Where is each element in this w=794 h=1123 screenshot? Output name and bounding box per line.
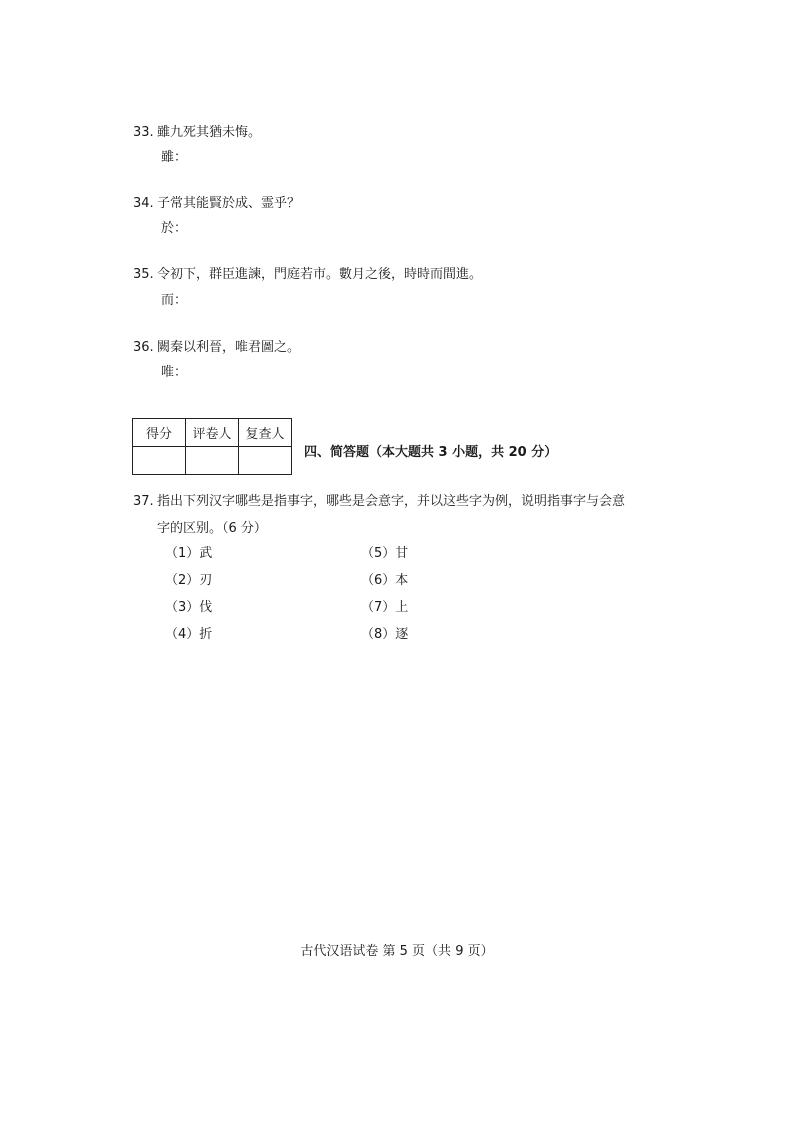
question-text-line1: 指出下列汉字哪些是指事字，哪些是会意字，并以这些字为例，说明指事字与会意 — [157, 494, 626, 509]
question-35 — [133, 263, 482, 282]
answer-prompt-35: 而： — [161, 293, 188, 308]
question-text: 雖九死其猶未悔。 — [157, 125, 262, 140]
page-footer: 古代汉语试卷 第 5 页（共 9 页） — [300, 944, 494, 959]
section-title: 四、简答题（本大题共 3 小题，共 20 分） — [304, 445, 558, 460]
option-6: （6）本 — [361, 573, 409, 588]
question-number: 34. — [133, 196, 154, 211]
question-33 — [133, 121, 261, 140]
question-number: 35. — [133, 267, 154, 282]
question-34 — [133, 192, 300, 211]
question-number: 33. — [133, 125, 154, 140]
reviewer-header: 复查人 — [239, 419, 292, 447]
answer-prompt-33: 雖： — [161, 150, 188, 165]
option-5: （5）甘 — [361, 546, 409, 561]
question-number: 37. — [133, 494, 154, 509]
option-4: （4）折 — [165, 627, 213, 642]
option-1: （1）武 — [165, 546, 213, 561]
reviewer-cell[interactable] — [239, 447, 292, 475]
question-text: 子常其能賢於成、霊乎？ — [157, 196, 301, 211]
option-2: （2）刃 — [165, 573, 213, 588]
score-cell[interactable] — [133, 447, 186, 475]
option-8: （8）逐 — [361, 627, 409, 642]
grader-cell[interactable] — [186, 447, 239, 475]
score-table — [132, 418, 292, 475]
grader-header: 评卷人 — [186, 419, 239, 447]
question-text: 令初下，群臣進諫，門庭若市。數月之後，時時而間進。 — [157, 267, 483, 282]
answer-prompt-34: 於： — [161, 221, 188, 236]
question-text: 闕秦以利晉，唯君圖之。 — [157, 340, 301, 355]
question-36 — [133, 336, 300, 355]
option-7: （7）上 — [361, 600, 409, 615]
question-text-line2: 字的区别。（6 分） — [157, 521, 267, 536]
option-3: （3）伐 — [165, 600, 213, 615]
score-header: 得分 — [133, 419, 186, 447]
question-number: 36. — [133, 340, 154, 355]
question-37 — [133, 488, 673, 542]
answer-prompt-36: 唯： — [161, 365, 188, 380]
